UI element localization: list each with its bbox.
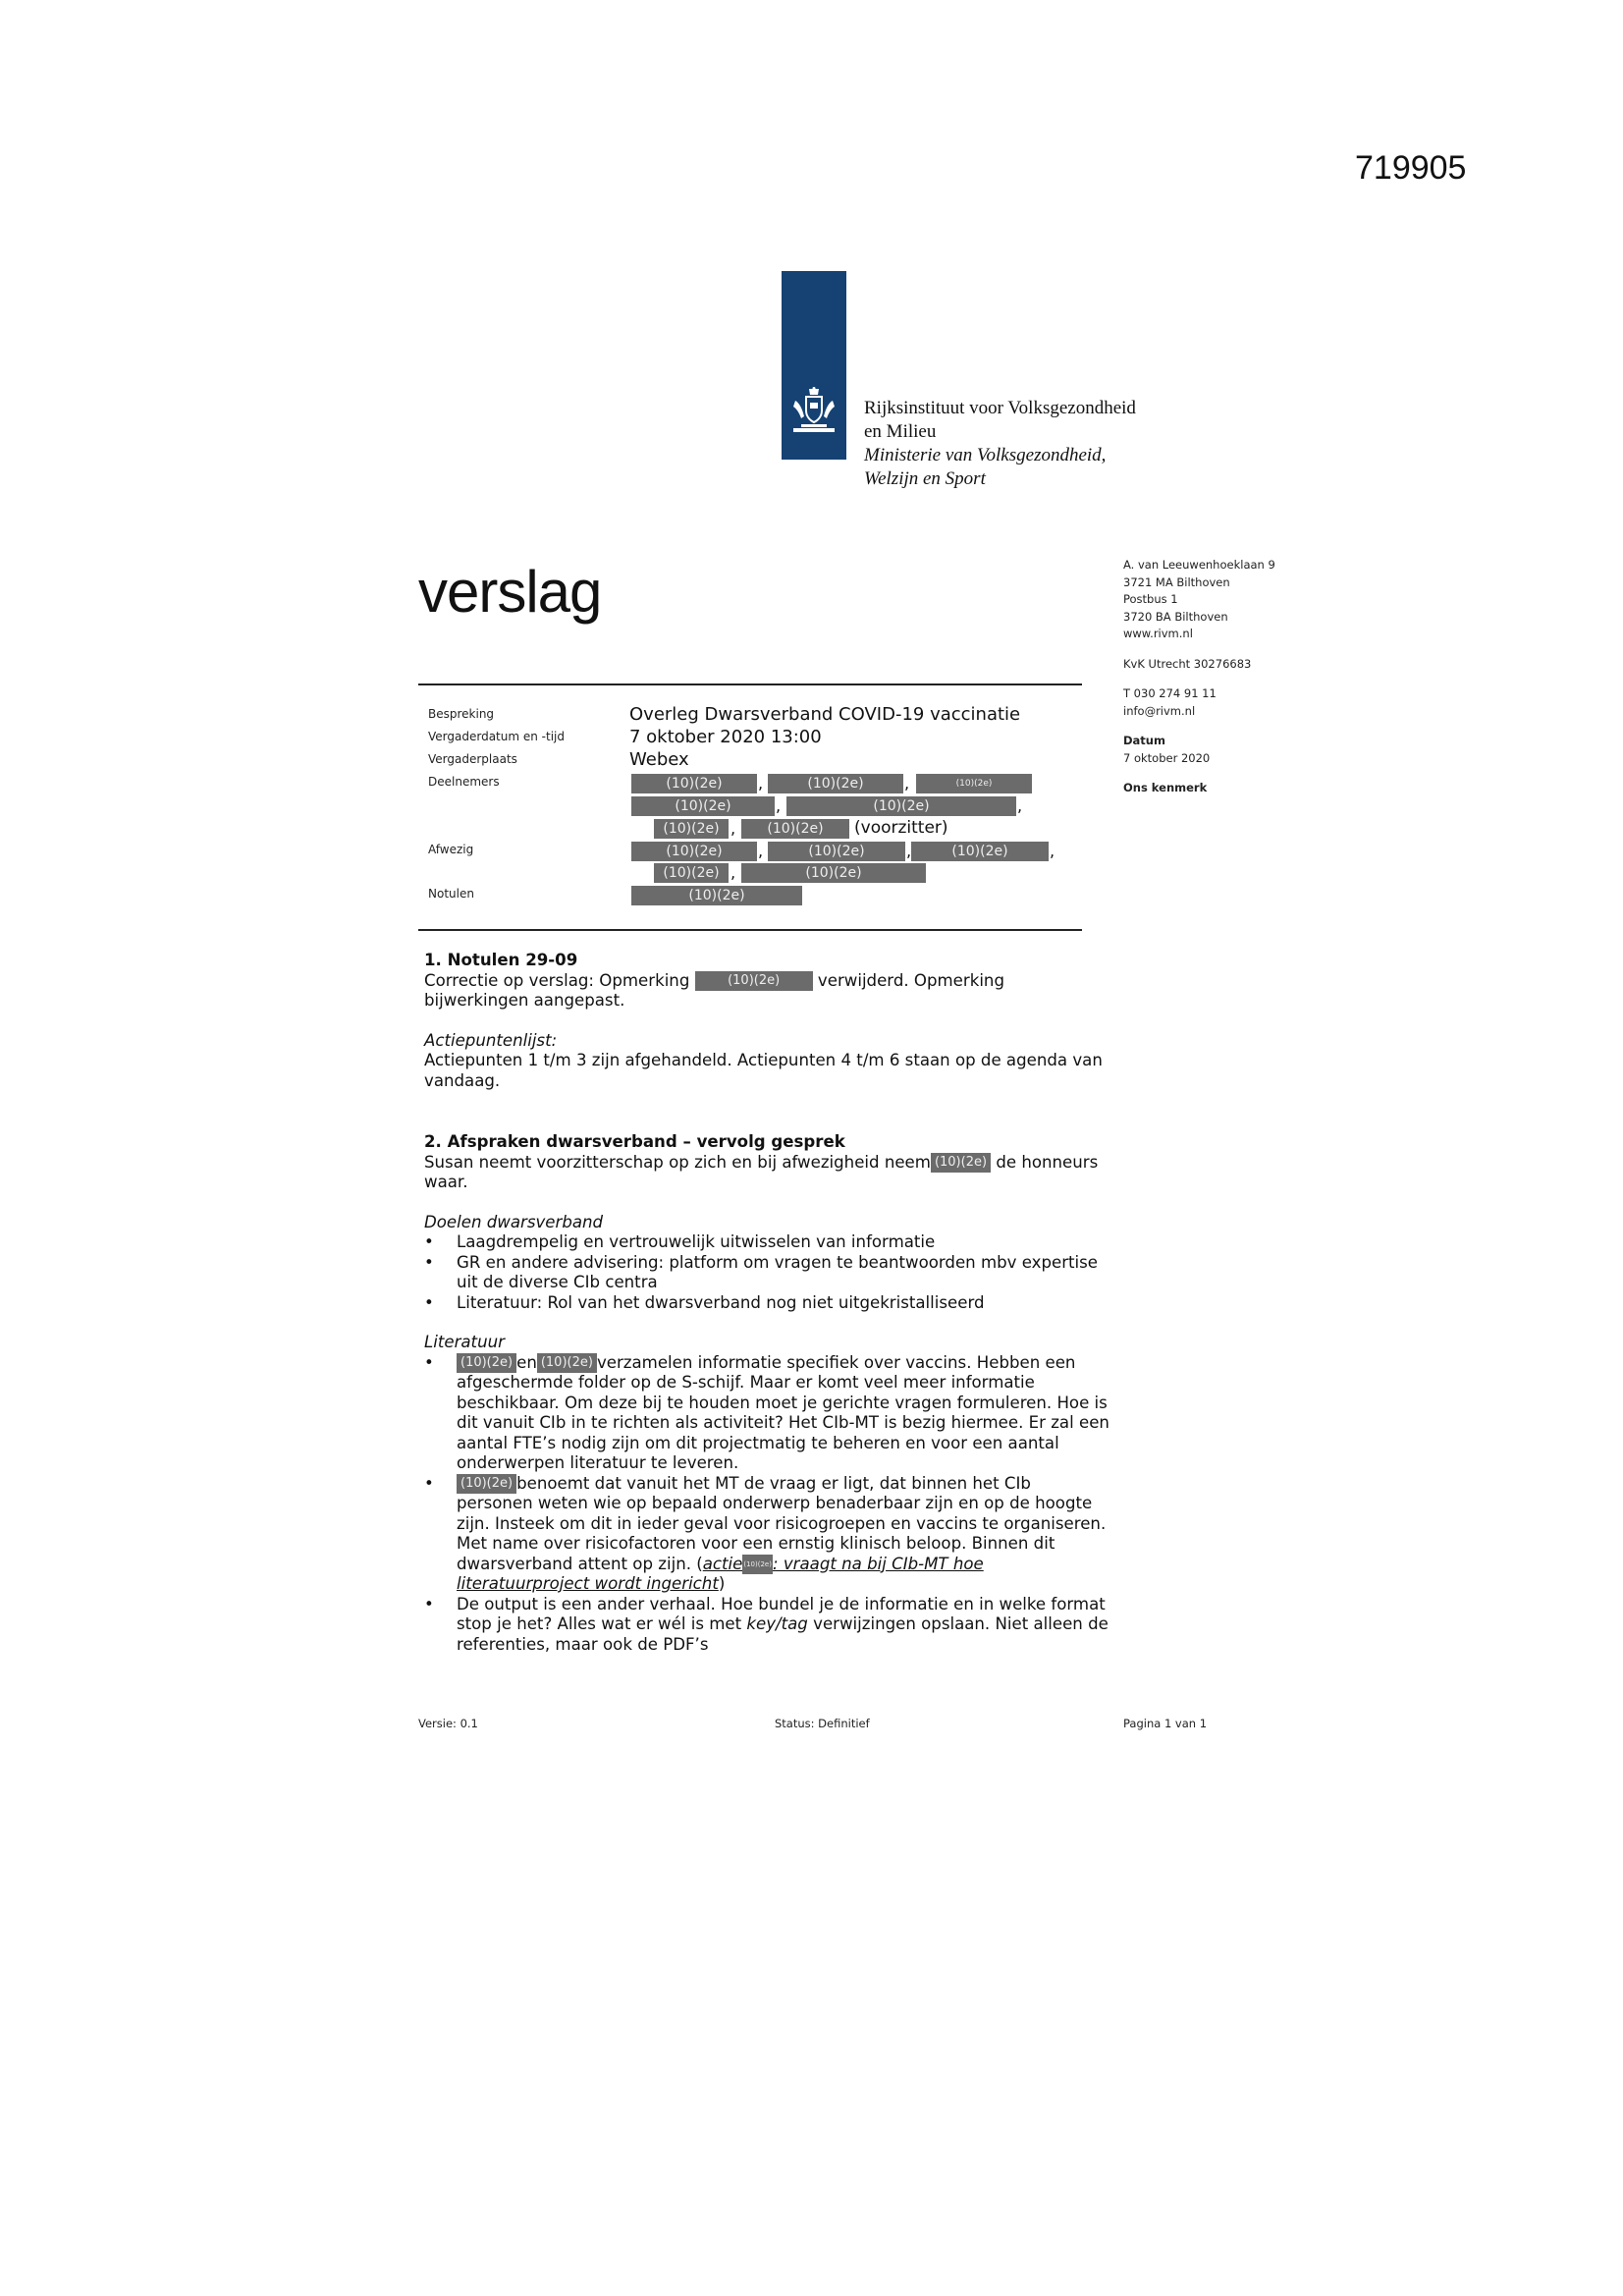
meeting-value: Overleg Dwarsverband COVID-19 vaccinatie xyxy=(629,704,1021,725)
date-time-label: Vergaderdatum en -tijd xyxy=(428,730,565,743)
separator: , xyxy=(758,842,764,860)
redaction: (10)(2e) xyxy=(742,1555,773,1574)
reference-label: Ons kenmerk xyxy=(1123,781,1208,794)
paragraph: Susan neemt voorzitterschap op zich en bij afwezigheid neem (10)(2e) de honneurs waar. xyxy=(424,1152,1099,1191)
redaction: (10)(2e) xyxy=(911,842,1049,861)
section-afspraken xyxy=(424,1132,1111,1655)
redaction: (10)(2e) xyxy=(741,863,926,883)
address-line: 3721 MA Bilthoven xyxy=(1123,574,1230,589)
address-line: Postbus 1 xyxy=(1123,592,1178,606)
minutes-label: Notulen xyxy=(428,887,474,901)
website: www.rivm.nl xyxy=(1123,627,1193,640)
date-label: Datum xyxy=(1123,734,1165,747)
location-label: Vergaderplaats xyxy=(428,752,517,766)
paragraph: Actiepunten 1 t/m 3 zijn afgehandeld. Actiepunten 4 t/m 6 staan op de agenda van vandaag. xyxy=(424,1051,1103,1090)
section-heading: 1. Notulen 29-09 xyxy=(424,951,578,969)
separator: , xyxy=(730,863,736,882)
document-number: 719905 xyxy=(1355,149,1467,187)
sub-heading: Actiepuntenlijst: xyxy=(424,1030,558,1050)
org-line-1: Rijksinstituut voor Volksgezondheid xyxy=(864,398,1136,418)
redaction: (10)(2e) xyxy=(631,774,757,793)
organization-name xyxy=(864,397,1136,491)
meeting-label: Bespreking xyxy=(428,707,495,721)
sub-heading: Doelen dwarsverband xyxy=(424,1212,604,1231)
email: info@rivm.nl xyxy=(1123,703,1196,718)
redaction: (10)(2e) xyxy=(768,842,905,861)
page-title: verslag xyxy=(418,559,602,625)
redaction: (10)(2e) xyxy=(537,1353,597,1373)
footer-version: Versie: 0.1 xyxy=(418,1717,478,1730)
redaction: (10)(2e) xyxy=(786,796,1016,816)
phone-number: T 030 274 91 11 xyxy=(1123,686,1217,700)
list-item: • GR en andere advisering: platform om vragen te beantwoorden mbv expertise uit de diverse CIb centra xyxy=(424,1253,1111,1293)
separator: , xyxy=(776,796,782,815)
redaction: (10)(2e) xyxy=(631,886,802,905)
redaction: (10)(2e) xyxy=(695,971,813,991)
location-value: Webex xyxy=(629,749,689,770)
date-value: 7 oktober 2020 xyxy=(1123,750,1211,765)
redaction: (10)(2e) xyxy=(631,796,775,816)
list-item: • Literatuur: Rol van het dwarsverband nog niet uitgekristalliseerd xyxy=(424,1293,1111,1314)
crest-icon xyxy=(791,387,837,440)
redaction: (10)(2e) xyxy=(768,774,903,793)
participants-label: Deelnemers xyxy=(428,775,500,789)
footer-status: Status: Definitief xyxy=(775,1717,870,1730)
list-item: • De output is een ander verhaal. Hoe bundel je de informatie en in welke format stop je het? Alles wat er wél is met key/tag verwijzingen opslaan. Niet alleen de referenties, maar ook de PDF’s xyxy=(424,1595,1111,1656)
redaction: (10)(2e) xyxy=(654,863,729,883)
kvk-number: KvK Utrecht 30276683 xyxy=(1123,656,1252,671)
list-item: • Laagdrempelig en vertrouwelijk uitwisselen van informatie xyxy=(424,1232,1111,1253)
list-item: • (10)(2e) benoemt dat vanuit het MT de vraag er ligt, dat binnen het CIb personen weten wie op bepaald onderwerp benaderbaar zijn en op de hoogte zijn. Insteek om dit in ieder geval voor risicogroepen en vaccins te organiseren. Met name over risicofactoren voor een ernstig klinisch beloop. Binnen dit dwarsverband attent op zijn. (actie(10)(2e): vraagt na bij CIb-MT hoe literatuurproject wordt ingericht) xyxy=(424,1474,1111,1595)
address-line: 3720 BA Bilthoven xyxy=(1123,609,1228,624)
paragraph: Correctie op verslag: Opmerking (10)(2e) verwijderd. Opmerking bijwerkingen aangepast. xyxy=(424,970,1004,1010)
separator: , xyxy=(758,774,764,793)
sidebar-address xyxy=(1123,557,1320,797)
redaction: (10)(2e) xyxy=(654,819,729,839)
list-item: • (10)(2e) en (10)(2e) verzamelen informatie specifiek over vaccins. Hebben een afgeschermde folder op de S-schijf. Maar er komt veel meer informatie beschikbaar. Om deze bij te houden moet je gerichte vragen formuleren. Hoe is dit vanuit CIb in te richten als activiteit? Het CIb-MT is bezig hiermee. Er zal een aantal FTE’s nodig zijn om dit projectmatig te beheren en voor een aantal onderwerpen literatuur te leveren. xyxy=(424,1353,1111,1474)
redaction: (10)(2e) xyxy=(631,842,757,861)
org-line-4: Welzijn en Sport xyxy=(864,468,986,489)
separator: , xyxy=(904,774,910,793)
section-notulen xyxy=(424,951,1111,1091)
org-line-2: en Milieu xyxy=(864,421,937,442)
date-time-value: 7 oktober 2020 13:00 xyxy=(629,727,822,747)
divider xyxy=(418,929,1082,931)
redaction: (10)(2e) xyxy=(741,819,849,839)
section-heading: 2. Afspraken dwarsverband – vervolg gesprek xyxy=(424,1132,845,1151)
separator: , xyxy=(730,819,736,838)
redaction: (10)(2e) xyxy=(457,1353,516,1373)
absent-label: Afwezig xyxy=(428,843,474,856)
chair-note: (voorzitter) xyxy=(854,818,948,838)
footer-page: Pagina 1 van 1 xyxy=(1123,1717,1208,1730)
divider xyxy=(418,683,1082,685)
separator: , xyxy=(1050,842,1055,860)
sub-heading: Literatuur xyxy=(424,1333,505,1351)
org-line-3: Ministerie van Volksgezondheid, xyxy=(864,445,1107,465)
redaction: (10)(2e) xyxy=(457,1474,516,1494)
redaction: (10)(2e) xyxy=(916,774,1032,793)
separator: , xyxy=(1017,796,1023,815)
redaction: (10)(2e) xyxy=(931,1153,991,1173)
separator: , xyxy=(906,842,912,860)
address-line: A. van Leeuwenhoeklaan 9 xyxy=(1123,558,1275,572)
